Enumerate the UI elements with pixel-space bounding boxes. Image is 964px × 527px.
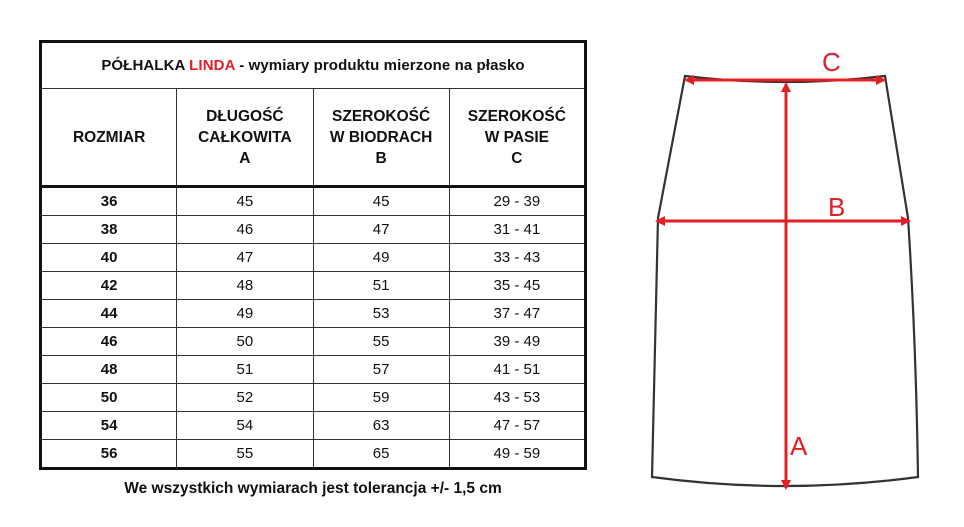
header-size: ROZMIAR: [41, 89, 177, 187]
header-length: DŁUGOŚĆ CAŁKOWITA A: [177, 89, 313, 187]
size-cell: 40: [41, 244, 177, 272]
table-row: [41, 328, 586, 356]
waist-width-cell: 33 - 43: [449, 244, 585, 272]
length-cell: 45: [177, 187, 313, 216]
label-b: B: [828, 192, 846, 222]
table-title: [41, 42, 586, 89]
hip-width-cell: 63: [313, 412, 449, 440]
hip-width-cell: 47: [313, 216, 449, 244]
table-row: [41, 412, 586, 440]
header-hip-width: SZEROKOŚĆ W BIODRACH B: [313, 89, 449, 187]
hip-width-cell: 53: [313, 300, 449, 328]
hip-width-cell: 59: [313, 384, 449, 412]
title-prefix: PÓŁHALKA: [101, 57, 185, 74]
length-cell: 50: [177, 328, 313, 356]
table-row: [41, 272, 586, 300]
size-cell: 42: [41, 272, 177, 300]
hip-width-cell: 45: [313, 187, 449, 216]
hip-width-cell: 51: [313, 272, 449, 300]
length-cell: 49: [177, 300, 313, 328]
hip-width-cell: 49: [313, 244, 449, 272]
length-cell: 51: [177, 356, 313, 384]
header-row: [41, 89, 586, 187]
size-table: [39, 40, 587, 470]
waist-width-cell: 31 - 41: [449, 216, 585, 244]
label-a: A: [790, 431, 808, 461]
hip-width-cell: 57: [313, 356, 449, 384]
length-cell: 52: [177, 384, 313, 412]
length-cell: 46: [177, 216, 313, 244]
size-cell: 46: [41, 328, 177, 356]
waist-width-cell: 49 - 59: [449, 440, 585, 469]
label-c: C: [822, 47, 841, 77]
table-row: [41, 440, 586, 469]
size-cell: 38: [41, 216, 177, 244]
waist-width-cell: 41 - 51: [449, 356, 585, 384]
waist-width-cell: 43 - 53: [449, 384, 585, 412]
length-cell: 55: [177, 440, 313, 469]
table-row: [41, 244, 586, 272]
table-row: [41, 216, 586, 244]
size-cell: 36: [41, 187, 177, 216]
title-brand: LINDA: [189, 57, 235, 74]
table-row: [41, 384, 586, 412]
size-cell: 44: [41, 300, 177, 328]
length-cell: 54: [177, 412, 313, 440]
table-row: [41, 356, 586, 384]
waist-width-cell: 39 - 49: [449, 328, 585, 356]
waist-width-cell: 37 - 47: [449, 300, 585, 328]
skirt-diagram: [640, 40, 940, 510]
table-row: [41, 187, 586, 216]
title-suffix: - wymiary produktu mierzone na płasko: [239, 57, 525, 74]
table-row: [41, 300, 586, 328]
size-cell: 48: [41, 356, 177, 384]
size-cell: 56: [41, 440, 177, 469]
tolerance-note: We wszystkich wymiarach jest tolerancja +/- 1,5 cm: [124, 480, 502, 497]
size-cell: 50: [41, 384, 177, 412]
hip-width-cell: 65: [313, 440, 449, 469]
length-cell: 47: [177, 244, 313, 272]
hip-width-cell: 55: [313, 328, 449, 356]
waist-width-cell: 35 - 45: [449, 272, 585, 300]
header-waist-width: SZEROKOŚĆ W PASIE C: [449, 89, 585, 187]
size-cell: 54: [41, 412, 177, 440]
waist-width-cell: 47 - 57: [449, 412, 585, 440]
waist-width-cell: 29 - 39: [449, 187, 585, 216]
length-cell: 48: [177, 272, 313, 300]
